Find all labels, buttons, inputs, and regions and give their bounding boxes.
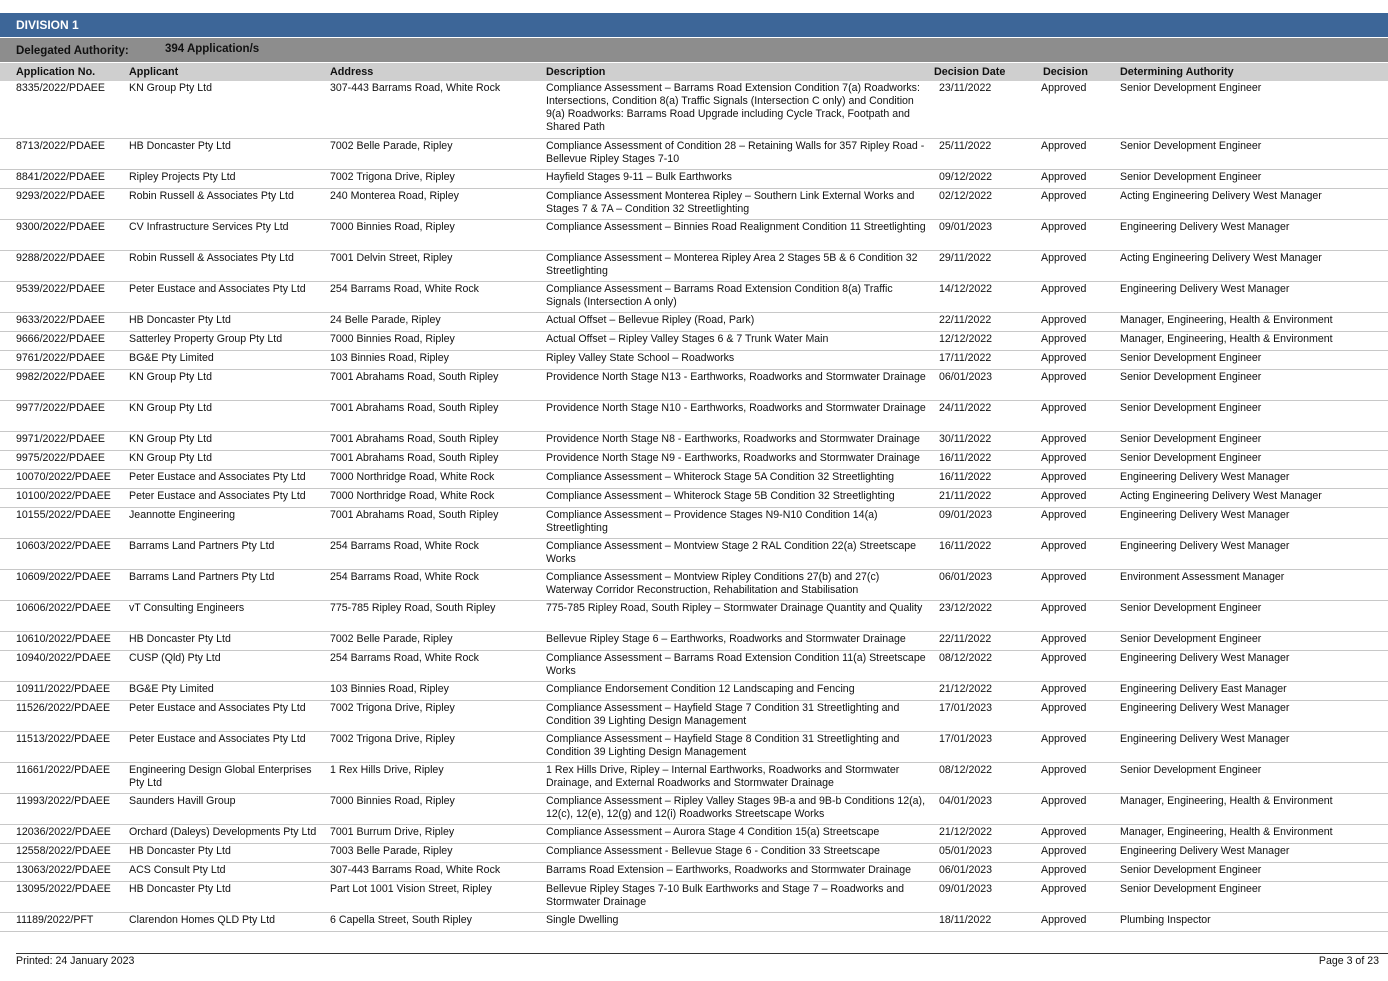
cell-address: 7000 Northridge Road, White Rock [330,490,495,502]
cell-app-no: 12036/2022/PDAEE [16,826,111,838]
cell-decision: Approved [1041,683,1087,695]
cell-determining-authority: Engineering Delivery West Manager [1120,702,1290,714]
cell-description: Compliance Endorsement Condition 12 Landscaping and Fencing [546,683,855,695]
cell-determining-authority: Senior Development Engineer [1120,864,1262,876]
table-row [0,351,1388,370]
cell-applicant: Ripley Projects Pty Ltd [129,171,236,183]
cell-decision-date: 14/12/2022 [939,283,993,295]
cell-address: 240 Monterea Road, Ripley [330,190,459,202]
cell-decision-date: 23/11/2022 [939,82,992,94]
cell-applicant: Barrams Land Partners Pty Ltd [129,540,275,552]
cell-decision: Approved [1041,490,1087,502]
cell-address: 7002 Trigona Drive, Ripley [330,171,455,183]
cell-description: Providence North Stage N10 - Earthworks, Roadworks and Stormwater Drainage [546,402,926,414]
cell-decision: Approved [1041,221,1087,233]
cell-address: 254 Barrams Road, White Rock [330,540,479,552]
cell-decision-date: 09/01/2023 [939,883,993,895]
cell-address: 7002 Trigona Drive, Ripley [330,702,455,714]
footer-divider [16,953,1388,954]
cell-determining-authority: Engineering Delivery West Manager [1120,471,1290,483]
cell-address: 7001 Abrahams Road, South Ripley [330,509,499,521]
cell-determining-authority: Senior Development Engineer [1120,433,1262,445]
cell-description: Actual Offset – Bellevue Ripley (Road, Park) [546,314,755,326]
cell-description: Actual Offset – Ripley Valley Stages 6 & 7 Trunk Water Main [546,333,829,345]
table-row [0,763,1388,794]
cell-description: Compliance Assessment – Binnies Road Realignment Condition 11 Streetlighting [546,221,926,233]
cell-applicant: BG&E Pty Limited [129,352,214,364]
column-header-decision: Decision [1043,66,1089,78]
cell-description: Compliance Assessment – Montview Stage 2 RAL Condition 22(a) Streetscape Works [546,540,916,565]
column-header-address: Address [330,66,374,78]
cell-app-no: 11661/2022/PDAEE [16,764,111,776]
cell-app-no: 10603/2022/PDAEE [16,540,111,552]
cell-decision: Approved [1041,433,1087,445]
cell-applicant: HB Doncaster Pty Ltd [129,845,231,857]
table-row [0,570,1388,601]
cell-determining-authority: Senior Development Engineer [1120,764,1262,776]
cell-applicant: KN Group Pty Ltd [129,371,213,383]
cell-determining-authority: Acting Engineering Delivery West Manager [1120,252,1322,264]
table-row [0,682,1388,701]
cell-address: 7001 Abrahams Road, South Ripley [330,371,499,383]
cell-decision-date: 09/12/2022 [939,171,993,183]
table-row [0,139,1388,170]
cell-decision-date: 06/01/2023 [939,371,993,383]
cell-decision: Approved [1041,314,1087,326]
cell-applicant: Peter Eustace and Associates Pty Ltd [129,490,306,502]
cell-app-no: 9977/2022/PDAEE [16,402,105,414]
cell-app-no: 9300/2022/PDAEE [16,221,105,233]
cell-decision-date: 06/01/2023 [939,864,993,876]
cell-decision: Approved [1041,333,1087,345]
cell-applicant: Robin Russell & Associates Pty Ltd [129,252,294,264]
table-row [0,844,1388,863]
cell-applicant: Orchard (Daleys) Developments Pty Ltd [129,826,317,838]
cell-decision-date: 21/11/2022 [939,490,992,502]
cell-decision: Approved [1041,82,1087,94]
table-row [0,220,1388,251]
cell-decision-date: 17/01/2023 [939,702,993,714]
table-row [0,251,1388,282]
cell-address: 24 Belle Parade, Ripley [330,314,441,326]
cell-description: Providence North Stage N13 - Earthworks, Roadworks and Stormwater Drainage [546,371,926,383]
table-row [0,81,1388,139]
cell-determining-authority: Senior Development Engineer [1120,371,1262,383]
cell-decision-date: 09/01/2023 [939,221,993,233]
cell-decision-date: 21/12/2022 [939,683,993,695]
cell-app-no: 8713/2022/PDAEE [16,140,105,152]
cell-address: 6 Capella Street, South Ripley [330,914,472,926]
cell-determining-authority: Manager, Engineering, Health & Environment [1120,314,1333,326]
authority-label: Delegated Authority: [16,45,129,57]
cell-address: 7002 Trigona Drive, Ripley [330,733,455,745]
division-header: DIVISION 1 [0,13,1388,37]
cell-decision: Approved [1041,402,1087,414]
cell-description: Compliance Assessment – Barrams Road Extension Condition 7(a) Roadworks: Intersections, Condition 8(a) Traffic Signals (Intersection C only) and Condition 9(a) Roadworks: Barrams Road Upgrade including Cycle Track, Footpath and Shared Path [546,82,920,133]
cell-description: Compliance Assessment – Hayfield Stage 8 Condition 31 Streetlighting and Condition 39 Lighting Design Management [546,733,900,758]
cell-determining-authority: Manager, Engineering, Health & Environment [1120,333,1333,345]
cell-determining-authority: Senior Development Engineer [1120,352,1262,364]
cell-applicant: HB Doncaster Pty Ltd [129,140,231,152]
cell-applicant: Peter Eustace and Associates Pty Ltd [129,471,306,483]
cell-determining-authority: Senior Development Engineer [1120,602,1262,614]
cell-app-no: 9288/2022/PDAEE [16,252,105,264]
column-header-applicant: Applicant [129,66,179,78]
cell-decision: Approved [1041,509,1087,521]
cell-description: Compliance Assessment – Providence Stages N9-N10 Condition 14(a) Streetlighting [546,509,878,534]
table-row [0,332,1388,351]
cell-determining-authority: Acting Engineering Delivery West Manager [1120,490,1322,502]
cell-description: Compliance Assessment of Condition 28 – Retaining Walls for 357 Ripley Road - Bellevue Ripley Stages 7-10 [546,140,925,165]
table-row [0,401,1388,432]
cell-applicant: Peter Eustace and Associates Pty Ltd [129,733,306,745]
cell-decision: Approved [1041,452,1087,464]
cell-app-no: 13063/2022/PDAEE [16,864,111,876]
cell-decision-date: 30/11/2022 [939,433,992,445]
cell-address: 254 Barrams Road, White Rock [330,652,479,664]
cell-app-no: 9539/2022/PDAEE [16,283,105,295]
column-header-row [0,63,1388,81]
cell-decision-date: 25/11/2022 [939,140,992,152]
cell-address: 7001 Abrahams Road, South Ripley [330,452,499,464]
cell-app-no: 11993/2022/PDAEE [16,795,111,807]
table-row [0,863,1388,882]
table-row [0,432,1388,451]
cell-decision: Approved [1041,540,1087,552]
cell-decision-date: 16/11/2022 [939,452,992,464]
cell-determining-authority: Engineering Delivery East Manager [1120,683,1287,695]
cell-decision-date: 21/12/2022 [939,826,993,838]
cell-decision-date: 16/11/2022 [939,540,992,552]
cell-description: Single Dwelling [546,914,619,926]
cell-app-no: 11189/2022/PFT [16,914,94,926]
cell-applicant: Engineering Design Global Enterprises Pty Ltd [129,764,312,789]
printed-date: Printed: 24 January 2023 [16,955,135,967]
cell-app-no: 9666/2022/PDAEE [16,333,105,345]
table-row [0,282,1388,313]
cell-description: Ripley Valley State School – Roadworks [546,352,735,364]
table-row [0,539,1388,570]
cell-applicant: HB Doncaster Pty Ltd [129,883,231,895]
table-row [0,882,1388,913]
cell-description: Compliance Assessment – Barrams Road Extension Condition 11(a) Streetscape Works [546,652,926,677]
cell-decision-date: 29/11/2022 [939,252,992,264]
cell-app-no: 10606/2022/PDAEE [16,602,111,614]
cell-address: 7002 Belle Parade, Ripley [330,633,453,645]
cell-determining-authority: Engineering Delivery West Manager [1120,652,1290,664]
cell-determining-authority: Engineering Delivery West Manager [1120,733,1290,745]
cell-determining-authority: Engineering Delivery West Manager [1120,221,1290,233]
cell-address: 103 Binnies Road, Ripley [330,683,449,695]
cell-applicant: Satterley Property Group Pty Ltd [129,333,283,345]
cell-app-no: 12558/2022/PDAEE [16,845,111,857]
cell-applicant: CV Infrastructure Services Pty Ltd [129,221,289,233]
cell-determining-authority: Engineering Delivery West Manager [1120,540,1290,552]
cell-determining-authority: Senior Development Engineer [1120,883,1262,895]
cell-decision-date: 09/01/2023 [939,509,993,521]
cell-decision: Approved [1041,471,1087,483]
cell-description: Bellevue Ripley Stage 6 – Earthworks, Roadworks and Stormwater Drainage [546,633,906,645]
cell-description: 1 Rex Hills Drive, Ripley – Internal Earthworks, Roadworks and Stormwater Drainage, and External Roadworks and Stormwater Drainage [546,764,900,789]
cell-applicant: Saunders Havill Group [129,795,236,807]
cell-decision: Approved [1041,733,1087,745]
cell-description: Compliance Assessment - Bellevue Stage 6 - Condition 33 Streetscape [546,845,880,857]
cell-app-no: 10911/2022/PDAEE [16,683,111,695]
cell-decision: Approved [1041,883,1087,895]
cell-description: Compliance Assessment – Ripley Valley Stages 9B-a and 9B-b Conditions 12(a), 12(c), 12(e), 12(g) and 12(i) Roadworks Streetscape Works [546,795,926,820]
cell-address: 7003 Belle Parade, Ripley [330,845,453,857]
table-row [0,794,1388,825]
cell-applicant: KN Group Pty Ltd [129,452,213,464]
column-header-app-no: Application No. [16,66,96,78]
cell-description: Compliance Assessment – Montview Ripley Conditions 27(b) and 27(c) Waterway Corridor Reconstruction, Rehabilitation and Stabilisation [546,571,880,596]
cell-determining-authority: Senior Development Engineer [1120,402,1262,414]
cell-determining-authority: Senior Development Engineer [1120,140,1262,152]
cell-app-no: 11526/2022/PDAEE [16,702,111,714]
table-row [0,601,1388,632]
cell-description: Compliance Assessment – Aurora Stage 4 Condition 15(a) Streetscape [546,826,880,838]
cell-decision-date: 18/11/2022 [939,914,992,926]
cell-address: Part Lot 1001 Vision Street, Ripley [330,883,492,895]
cell-description: Providence North Stage N8 - Earthworks, Roadworks and Stormwater Drainage [546,433,920,445]
cell-address: 103 Binnies Road, Ripley [330,352,449,364]
cell-determining-authority: Manager, Engineering, Health & Environment [1120,826,1333,838]
cell-applicant: BG&E Pty Limited [129,683,214,695]
cell-address: 307-443 Barrams Road, White Rock [330,864,501,876]
cell-decision: Approved [1041,140,1087,152]
cell-description: Barrams Road Extension – Earthworks, Roadworks and Stormwater Drainage [546,864,912,876]
cell-address: 7001 Abrahams Road, South Ripley [330,433,499,445]
cell-address: 7001 Delvin Street, Ripley [330,252,453,264]
cell-decision-date: 08/12/2022 [939,652,993,664]
cell-decision-date: 24/11/2022 [939,402,992,414]
cell-decision: Approved [1041,371,1087,383]
cell-decision: Approved [1041,252,1087,264]
cell-app-no: 9761/2022/PDAEE [16,352,105,364]
column-header-determining-authority: Determining Authority [1120,66,1234,78]
table-row [0,170,1388,189]
cell-decision: Approved [1041,352,1087,364]
cell-decision-date: 05/01/2023 [939,845,993,857]
cell-app-no: 9633/2022/PDAEE [16,314,105,326]
cell-decision-date: 16/11/2022 [939,471,992,483]
cell-determining-authority: Environment Assessment Manager [1120,571,1285,583]
table-row [0,370,1388,401]
cell-decision-date: 04/01/2023 [939,795,993,807]
cell-decision: Approved [1041,864,1087,876]
column-header-description: Description [546,66,606,78]
cell-decision: Approved [1041,702,1087,714]
cell-decision-date: 08/12/2022 [939,764,993,776]
table-row [0,825,1388,844]
column-header-decision-date: Decision Date [934,66,1006,78]
cell-description: Compliance Assessment – Monterea Ripley Area 2 Stages 5B & 6 Condition 32 Streetlighting [546,252,918,277]
cell-app-no: 9982/2022/PDAEE [16,371,105,383]
cell-address: 7000 Binnies Road, Ripley [330,795,455,807]
cell-applicant: Peter Eustace and Associates Pty Ltd [129,702,306,714]
cell-decision: Approved [1041,571,1087,583]
application-count: 394 Application/s [165,43,260,55]
cell-applicant: Robin Russell & Associates Pty Ltd [129,190,294,202]
cell-description: Hayfield Stages 9-11 – Bulk Earthworks [546,171,732,183]
cell-address: 7000 Binnies Road, Ripley [330,221,455,233]
cell-app-no: 10940/2022/PDAEE [16,652,111,664]
cell-address: 7000 Northridge Road, White Rock [330,471,495,483]
cell-applicant: Peter Eustace and Associates Pty Ltd [129,283,306,295]
cell-decision: Approved [1041,190,1087,202]
table-row [0,651,1388,682]
cell-applicant: HB Doncaster Pty Ltd [129,633,231,645]
cell-decision: Approved [1041,764,1087,776]
cell-applicant: CUSP (Qld) Pty Ltd [129,652,221,664]
cell-applicant: Barrams Land Partners Pty Ltd [129,571,275,583]
cell-app-no: 11513/2022/PDAEE [16,733,111,745]
cell-determining-authority: Plumbing Inspector [1120,914,1211,926]
table-row [0,313,1388,332]
cell-app-no: 8841/2022/PDAEE [16,171,105,183]
cell-app-no: 8335/2022/PDAEE [16,82,105,94]
cell-description: Bellevue Ripley Stages 7-10 Bulk Earthworks and Stage 7 – Roadworks and Stormwater Drainage [546,883,905,908]
cell-applicant: Clarendon Homes QLD Pty Ltd [129,914,276,926]
table-row [0,470,1388,489]
cell-determining-authority: Senior Development Engineer [1120,452,1262,464]
cell-app-no: 9293/2022/PDAEE [16,190,105,202]
cell-decision: Approved [1041,171,1087,183]
cell-applicant: Jeannotte Engineering [129,509,236,521]
cell-description: Compliance Assessment Monterea Ripley – Southern Link External Works and Stages 7 & 7A – Condition 32 Streetlighting [546,190,915,215]
cell-decision: Approved [1041,283,1087,295]
cell-decision-date: 02/12/2022 [939,190,993,202]
cell-decision-date: 06/01/2023 [939,571,993,583]
cell-address: 307-443 Barrams Road, White Rock [330,82,501,94]
cell-app-no: 9971/2022/PDAEE [16,433,105,445]
cell-decision-date: 22/11/2022 [939,314,992,326]
cell-app-no: 9975/2022/PDAEE [16,452,105,464]
cell-address: 254 Barrams Road, White Rock [330,283,479,295]
authority-header [0,38,1388,62]
cell-applicant: KN Group Pty Ltd [129,402,213,414]
cell-decision: Approved [1041,795,1087,807]
cell-decision: Approved [1041,633,1087,645]
table-row [0,732,1388,763]
cell-determining-authority: Senior Development Engineer [1120,171,1262,183]
cell-app-no: 10155/2022/PDAEE [16,509,111,521]
table-row [0,451,1388,470]
cell-address: 775-785 Ripley Road, South Ripley [330,602,496,614]
cell-decision-date: 12/12/2022 [939,333,993,345]
cell-determining-authority: Senior Development Engineer [1120,82,1262,94]
cell-decision: Approved [1041,914,1087,926]
cell-decision-date: 17/11/2022 [939,352,992,364]
cell-decision: Approved [1041,652,1087,664]
table-row [0,489,1388,508]
cell-determining-authority: Acting Engineering Delivery West Manager [1120,190,1322,202]
table-row [0,913,1388,932]
table-row [0,508,1388,539]
cell-applicant: ACS Consult Pty Ltd [129,864,226,876]
cell-app-no: 10070/2022/PDAEE [16,471,111,483]
cell-decision: Approved [1041,602,1087,614]
cell-address: 1 Rex Hills Drive, Ripley [330,764,444,776]
cell-determining-authority: Senior Development Engineer [1120,633,1262,645]
page-number: Page 3 of 23 [1318,955,1379,967]
cell-determining-authority: Manager, Engineering, Health & Environment [1120,795,1333,807]
cell-determining-authority: Engineering Delivery West Manager [1120,509,1290,521]
cell-applicant: KN Group Pty Ltd [129,82,213,94]
cell-decision: Approved [1041,845,1087,857]
cell-description: Compliance Assessment – Whiterock Stage 5B Condition 32 Streetlighting [546,490,895,502]
cell-decision-date: 17/01/2023 [939,733,993,745]
cell-description: Compliance Assessment – Whiterock Stage 5A Condition 32 Streetlighting [546,471,895,483]
table-row [0,632,1388,651]
cell-address: 7002 Belle Parade, Ripley [330,140,453,152]
cell-address: 7001 Abrahams Road, South Ripley [330,402,499,414]
cell-description: Compliance Assessment – Barrams Road Extension Condition 8(a) Traffic Signals (Intersection A only) [546,283,893,308]
cell-app-no: 10609/2022/PDAEE [16,571,111,583]
cell-address: 7001 Burrum Drive, Ripley [330,826,455,838]
cell-app-no: 10610/2022/PDAEE [16,633,111,645]
cell-description: Providence North Stage N9 - Earthworks, Roadworks and Stormwater Drainage [546,452,920,464]
cell-decision-date: 23/12/2022 [939,602,993,614]
cell-determining-authority: Engineering Delivery West Manager [1120,845,1290,857]
table-row [0,701,1388,732]
table-row [0,189,1388,220]
cell-description: Compliance Assessment – Hayfield Stage 7 Condition 31 Streetlighting and Condition 39 Lighting Design Management [546,702,900,727]
cell-app-no: 13095/2022/PDAEE [16,883,111,895]
cell-description: 775-785 Ripley Road, South Ripley – Stormwater Drainage Quantity and Quality [546,602,923,614]
cell-determining-authority: Engineering Delivery West Manager [1120,283,1290,295]
cell-applicant: HB Doncaster Pty Ltd [129,314,231,326]
cell-decision: Approved [1041,826,1087,838]
cell-address: 7000 Binnies Road, Ripley [330,333,455,345]
cell-applicant: vT Consulting Engineers [129,602,245,614]
cell-address: 254 Barrams Road, White Rock [330,571,479,583]
cell-app-no: 10100/2022/PDAEE [16,490,111,502]
cell-applicant: KN Group Pty Ltd [129,433,213,445]
cell-decision-date: 22/11/2022 [939,633,992,645]
